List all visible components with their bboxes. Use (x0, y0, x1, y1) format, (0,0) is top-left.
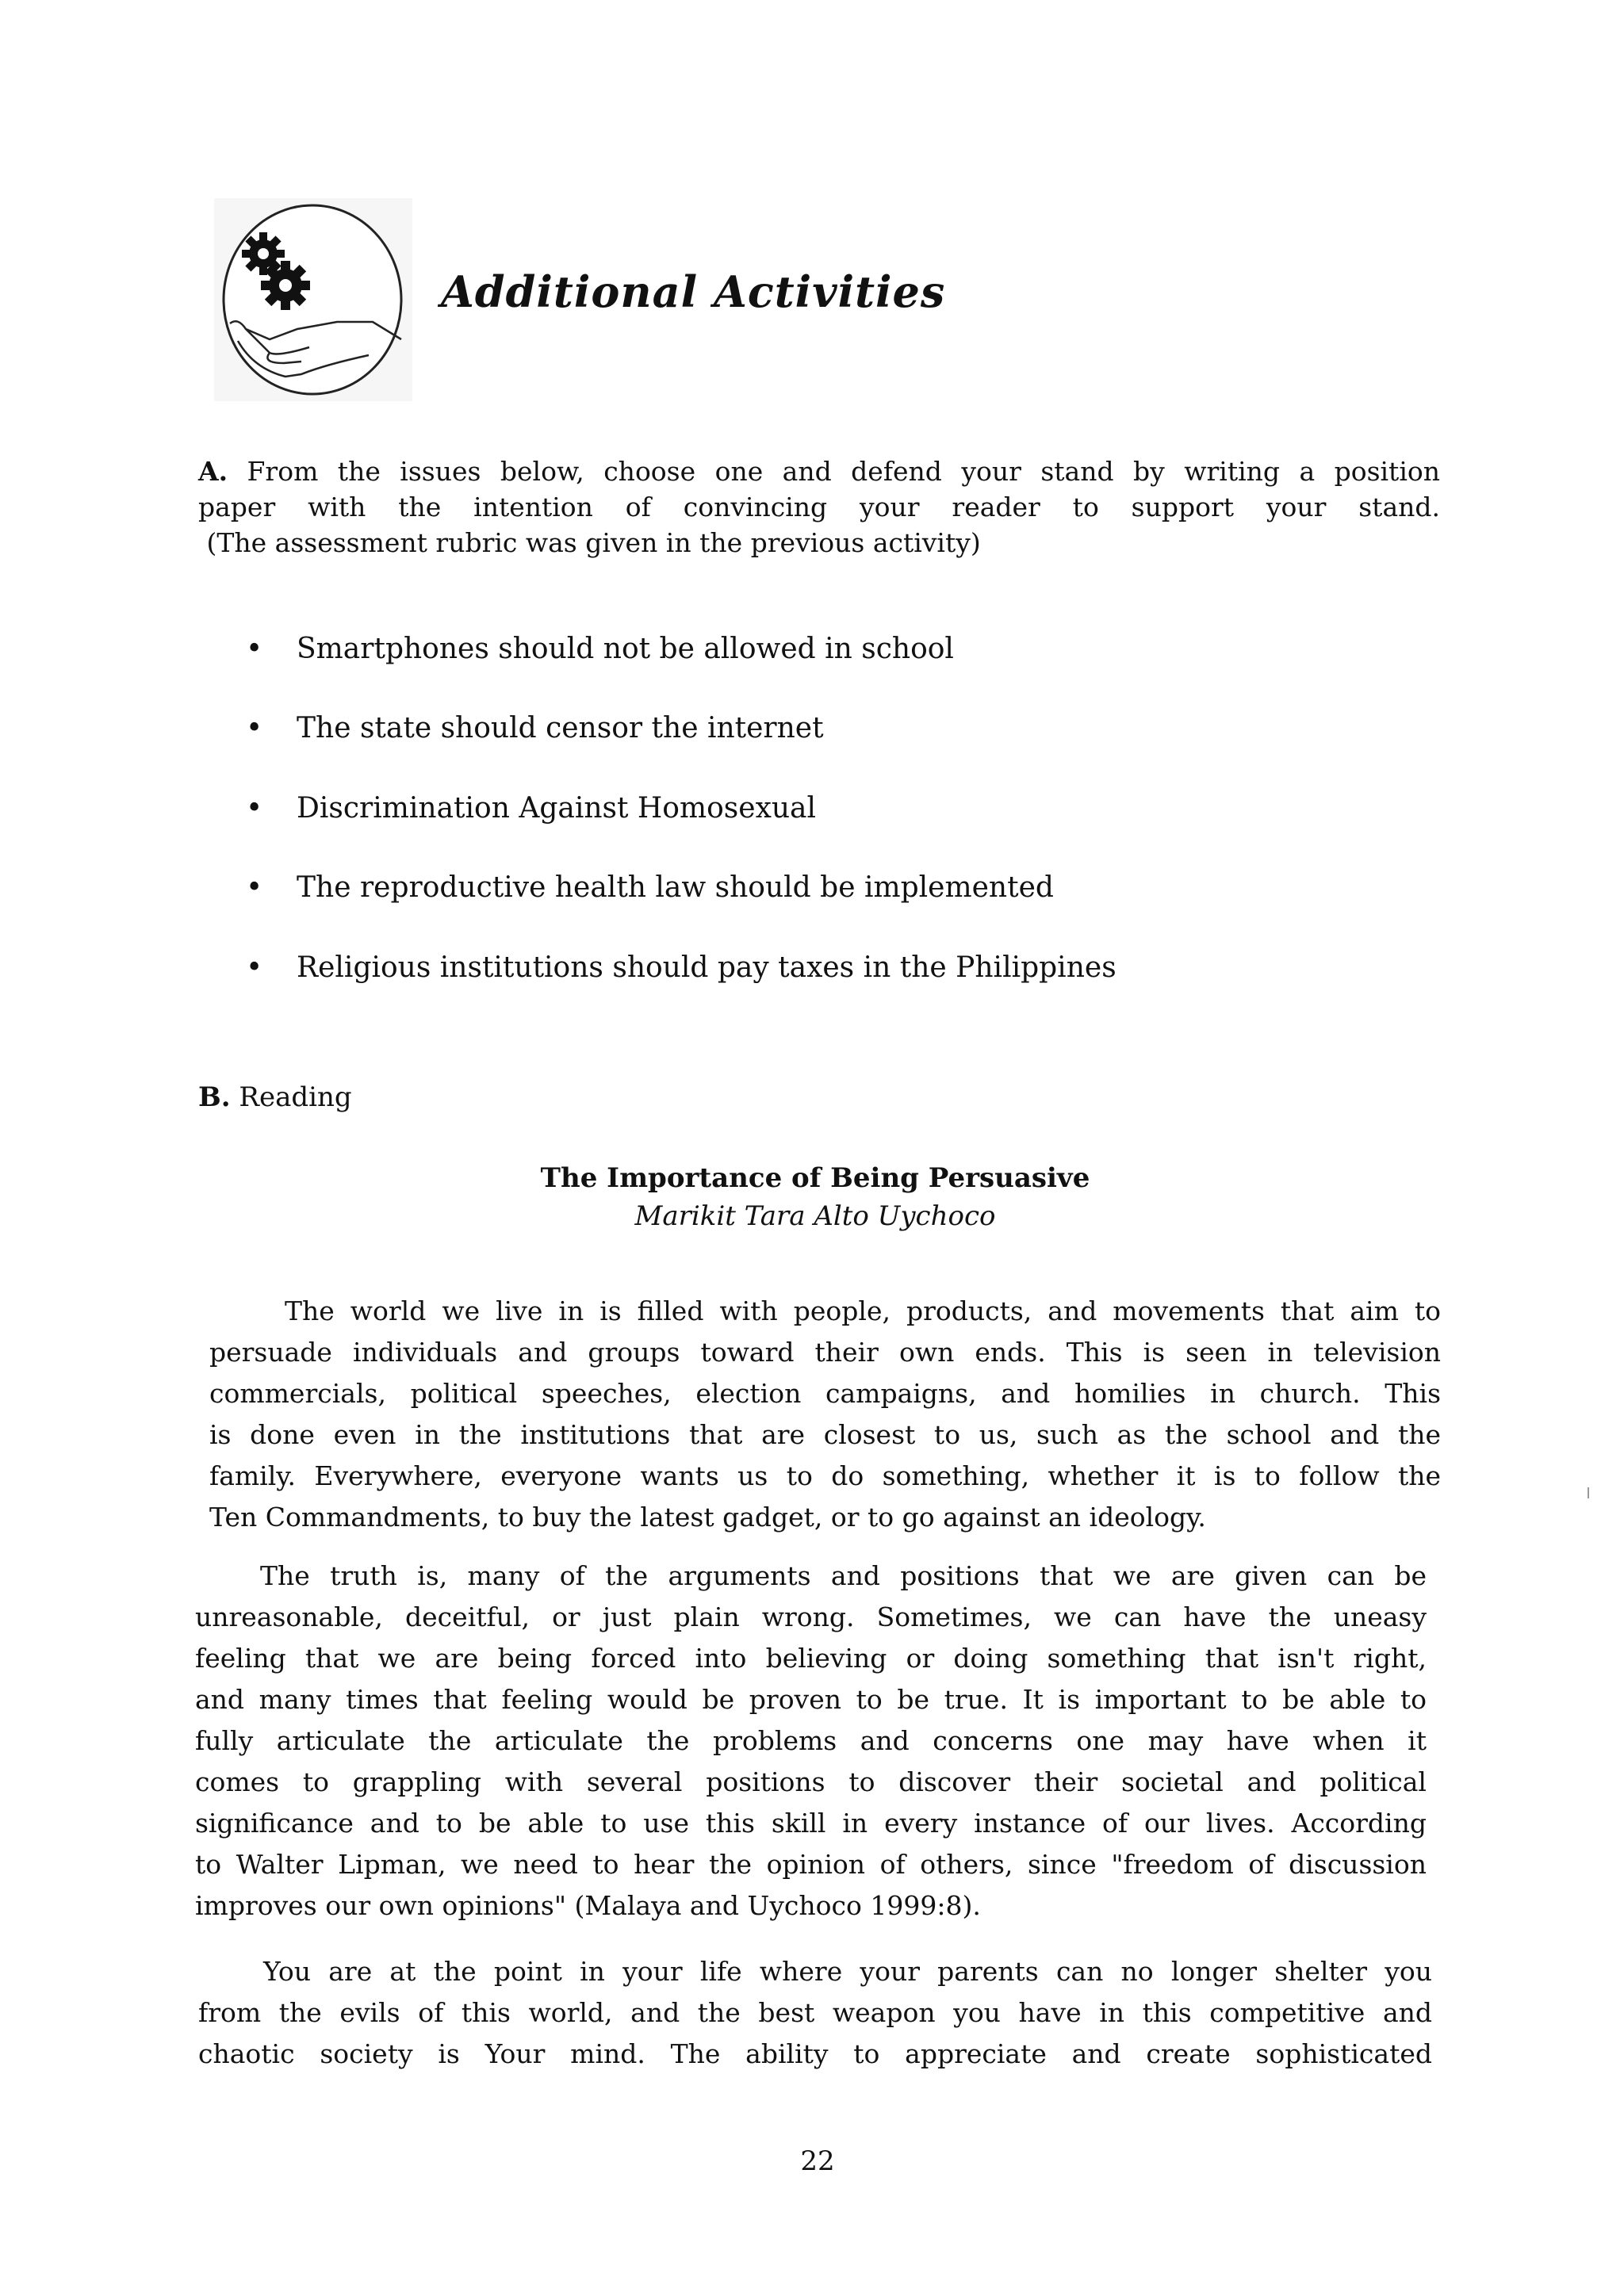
paragraph-1: The world we live in is filled with people, products, and movements that aim to persuade individuals and groups toward their own ends. This is seen in television commercials, political speeches, election campaigns, and homilies in church. This is done even in the institutions that are closest to us, such as the school and the family. Everywhere, everyone wants us to do something, whether it is to follow the Ten Commandments, to buy the latest gadget, or to go against an ideology. (209, 1295, 1441, 1533)
list-item: • The state should censor the internet (246, 712, 824, 744)
list-item: • Discrimination Against Homosexual (246, 792, 817, 825)
list-item: • Religious institutions should pay taxes in the Philippines (246, 951, 1116, 984)
list-item: • The reproductive health law should be implemented (246, 871, 1054, 904)
paragraph-2: The truth is, many of the arguments and positions that we are given can be unreasonable, deceitful, or just plain wrong. Sometimes, we can have the uneasy feeling that we are being forced into believing or doing something that isn't right, and many times that feeling would be proven to be true. It is important to be able to fully articulate the articulate the problems and concerns one may have when it comes to grappling with several positions to discover their societal and political significance and to be able to use this skill in every instance of our lives. According to Walter Lipman, we need to hear the opinion of others, since "freedom of discussion improves our own opinions" (Malaya and Uychoco 1999:8). (195, 1560, 1427, 1921)
scan-mark (1588, 1487, 1589, 1498)
gears-in-hand-icon (214, 198, 412, 401)
section-a-label: A. (198, 456, 228, 487)
reading-author: Marikit Tara Alto Uychoco (634, 1200, 996, 1232)
section-b-heading: B. Reading (198, 1081, 352, 1113)
page-number: 22 (800, 2145, 835, 2177)
list-item: • Smartphones should not be allowed in school (246, 633, 954, 665)
reading-title: The Importance of Being Persuasive (540, 1162, 1090, 1194)
paragraph-3: You are at the point in your life where your parents can no longer shelter you from the evils of this world, and the best weapon you have in this competitive and chaotic society is Your mind. The ability to appreciate and create sophisticated (198, 1956, 1432, 2069)
section-a-instructions: A. From the issues below, choose one and defend your stand by writing a position paper with the intention of convincing your reader to support your stand. (The assessment rubric was given in the previous activity) (198, 456, 1440, 558)
page-title: Additional Activities (441, 266, 946, 317)
